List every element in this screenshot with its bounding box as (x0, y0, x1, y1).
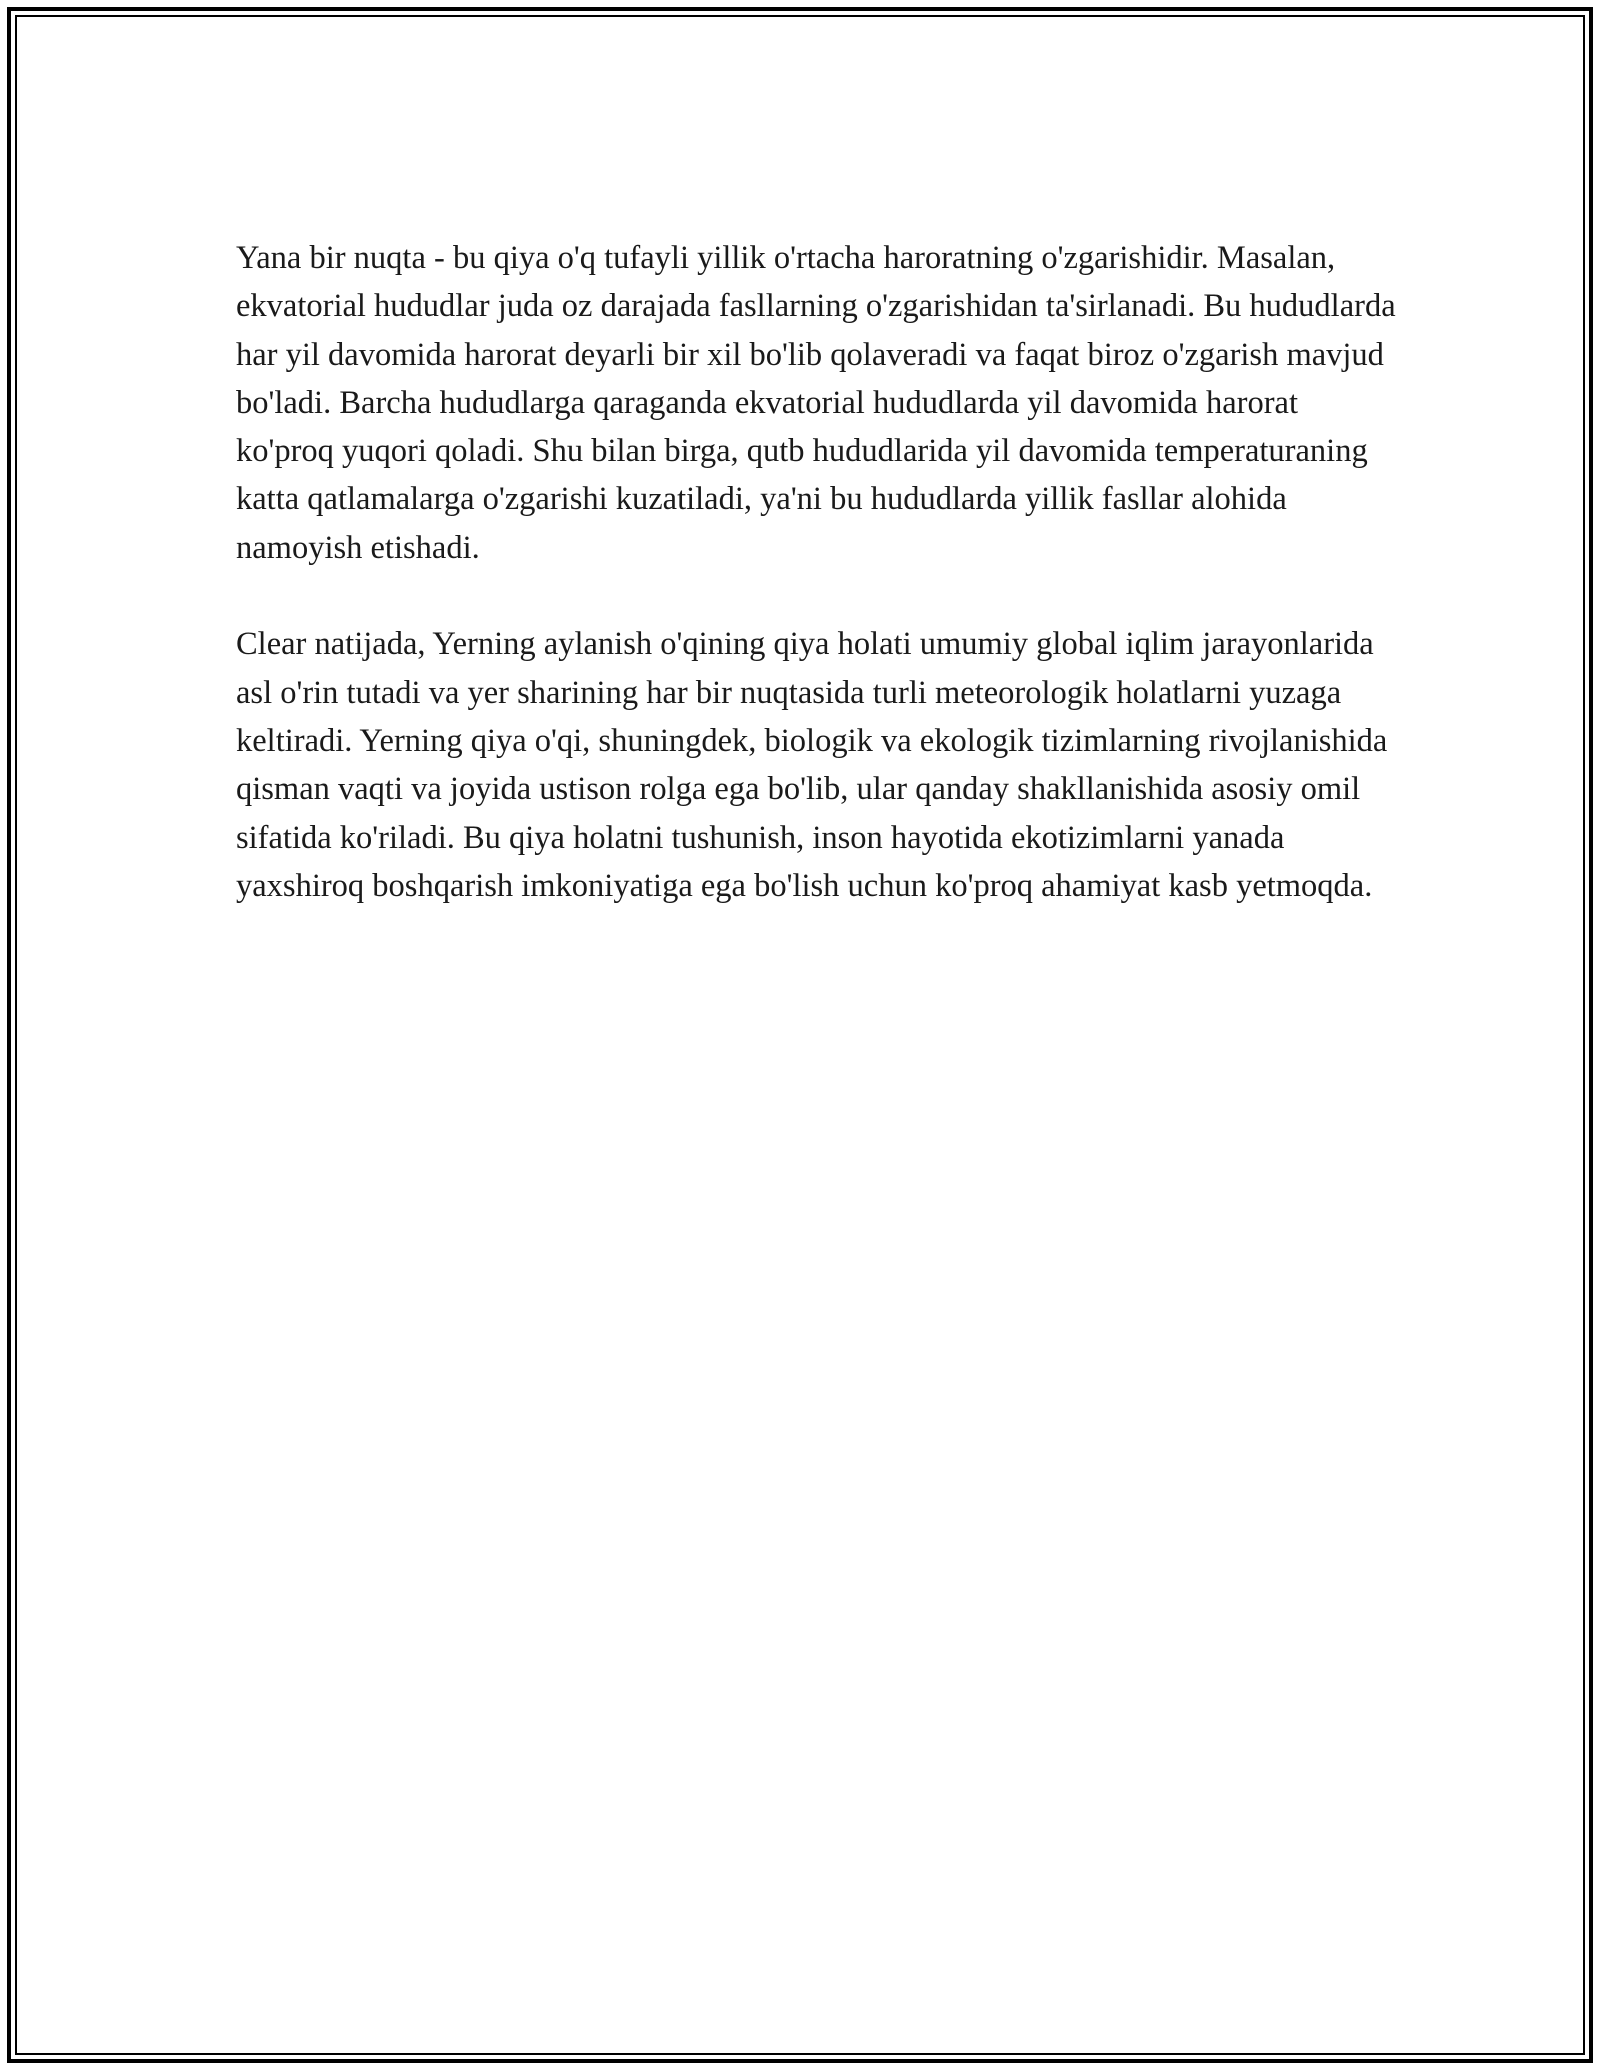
paragraph-1: Yana bir nuqta - bu qiya o'q tufayli yillik o'rtacha haroratning o'zgarishidir. Masalan, ekvatorial hududlar juda oz darajada fasllarning o'zgarishidan ta'sirlanadi. Bu hududlarda har yil davomida harorat deyarli bir xil bo'lib qolaveradi va faqat biroz o'zgarish mavjud bo'ladi. Barcha hududlarga qaraganda ekvatorial hududlarda yil davomida harorat ko'proq yuqori qoladi. Shu bilan birga, qutb hududlarida yil davomida temperaturaning katta qatlamalarga o'zgarishi kuzatiladi, ya'ni bu hududlarda yillik fasllar alohida namoyish etishadi. (236, 240, 1396, 566)
document-body (236, 234, 1396, 958)
paragraph-2: Clear natijada, Yerning aylanish o'qining qiya holati umumiy global iqlim jarayonlarida asl o'rin tutadi va yer sharining har bir nuqtasida turli meteorologik holatlarni yuzaga keltiradi. Yerning qiya o'qi, shuningdek, biologik va ekologik tizimlarning rivojlanishida qisman vaqti va joyida ustison rolga ega bo'lib, ular qanday shakllanishida asosiy omil sifatida ko'riladi. Bu qiya holatni tushunish, inson hayotida ekotizimlarni yanada yaxshiroq boshqarish imkoniyatiga ega bo'lish uchun ko'proq ahamiyat kasb yetmoqda. (236, 626, 1388, 904)
